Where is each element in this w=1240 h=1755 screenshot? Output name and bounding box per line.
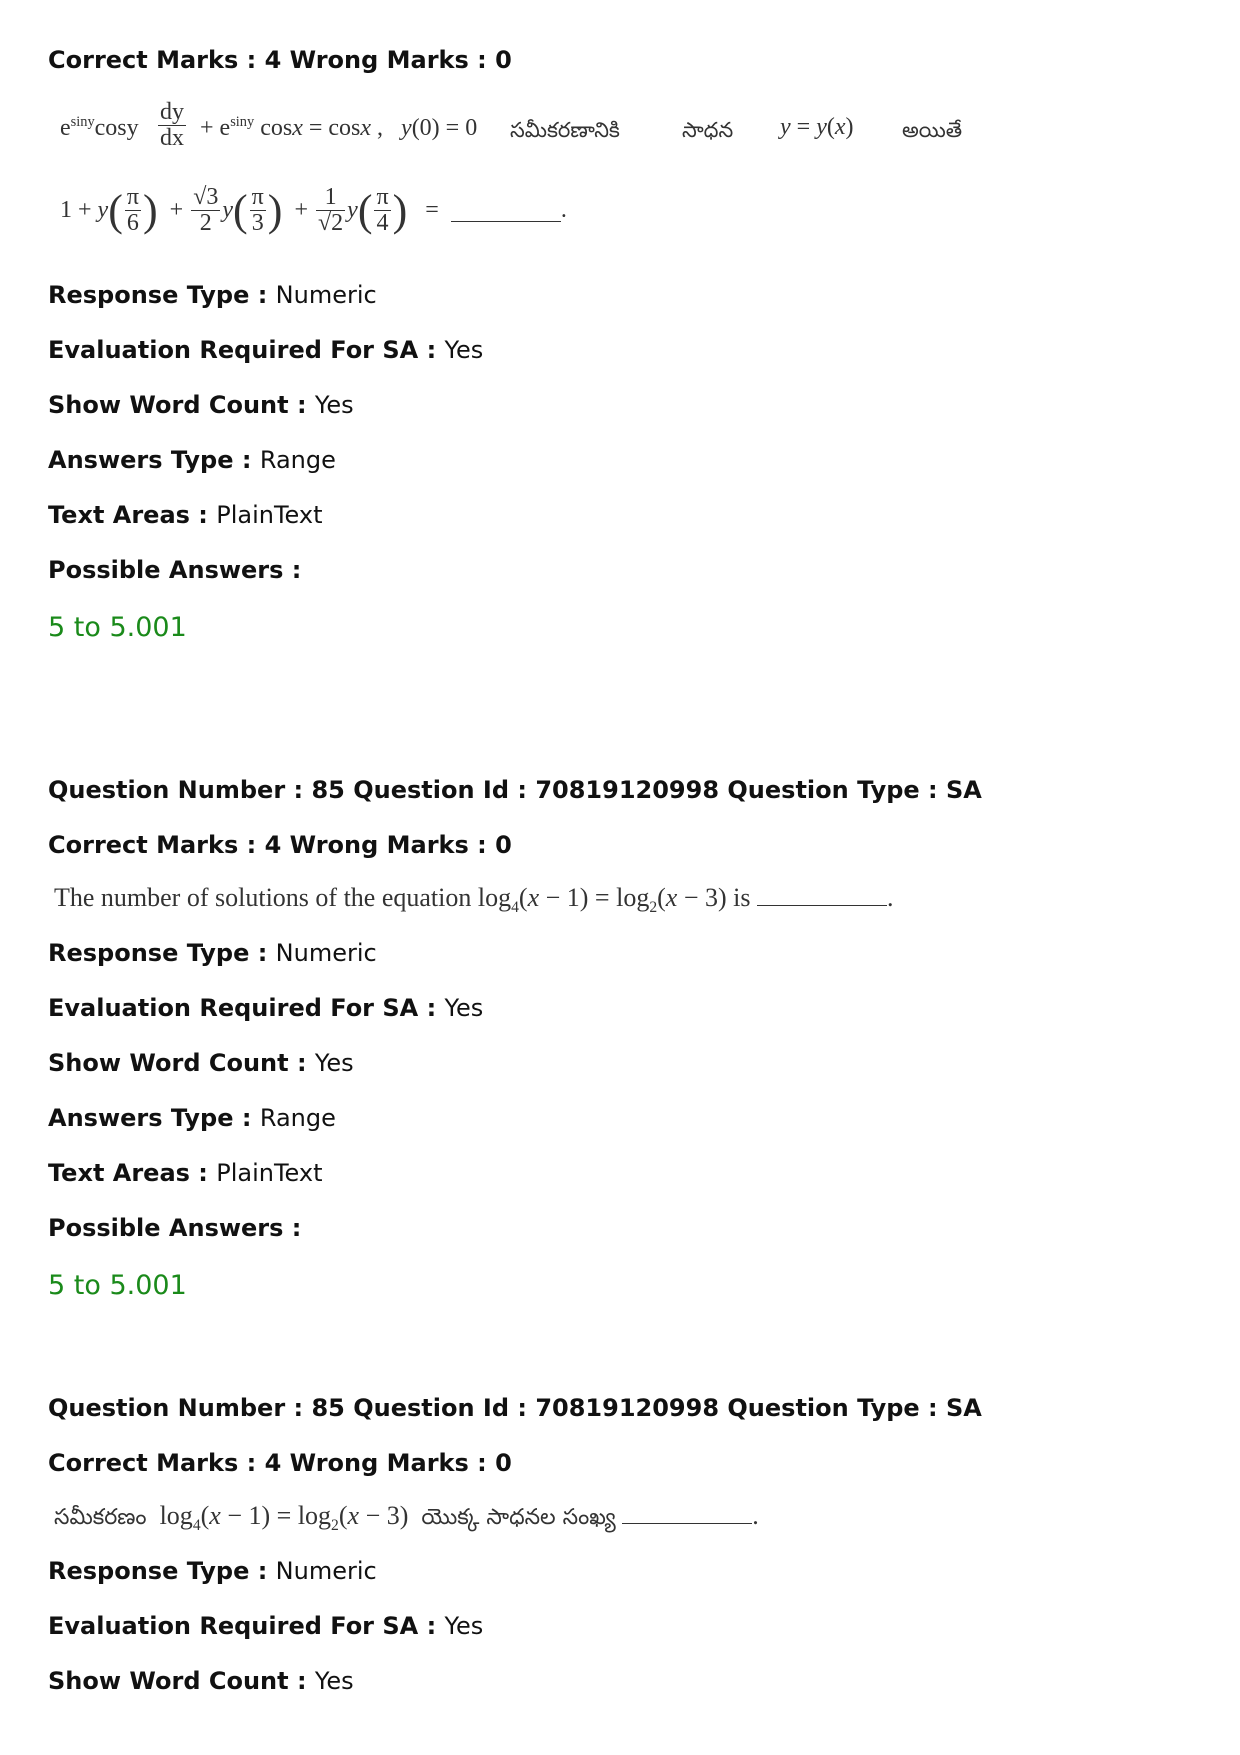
question-header — [48, 773, 982, 807]
wrong-marks-value: 0 — [495, 831, 512, 859]
text-areas-line — [48, 1156, 323, 1190]
answers-type-value: Range — [259, 446, 336, 474]
telugu-text: సమీకరణానికి — [510, 118, 620, 142]
text-areas-value: PlainText — [216, 1159, 323, 1187]
telugu-text: సాధన — [682, 118, 734, 142]
question-equation-line-2: 1 + y( $\frac{\pi}{6}$ ) + $\frac{√3}{2}$ y( $\frac{\pi}{3}$ ) + $\frac{1}{√2}$ y( $\frac{\pi}{4}$ ) = . — [60, 184, 567, 237]
evaluation-value: Yes — [444, 336, 484, 364]
response-type-label: Response Type : — [48, 939, 276, 967]
response-type-value: Numeric — [275, 939, 377, 967]
question-equation-line-1: $e^{siny}\cos y$ $\frac{dy}{dx}$ + $e^{siny}$ cosx = cosx , y(0) = 0 సమీకరణానికి సాధన y = y(x) అయితే — [60, 99, 963, 152]
question-number-label: Question Number : — [48, 1394, 312, 1422]
answers-type-value: Range — [259, 1104, 336, 1132]
correct-marks-label: Correct Marks : — [48, 46, 265, 74]
response-type-line — [48, 1554, 377, 1588]
possible-answer-value: 5 to 5.001 — [48, 612, 187, 643]
word-count-value: Yes — [314, 391, 354, 419]
evaluation-value: Yes — [444, 1612, 484, 1640]
text-areas-line — [48, 498, 323, 532]
question-text: The number of solutions of the equation $\log_4(x - 1) = \log_2(x - 3)$ is . — [54, 883, 894, 917]
evaluation-label: Evaluation Required For SA : — [48, 994, 445, 1022]
answers-type-label: Answers Type : — [48, 446, 260, 474]
question-text-suffix: is — [733, 883, 751, 912]
marks-line — [48, 828, 512, 862]
question-number-value: 85 — [311, 776, 345, 804]
word-count-label: Show Word Count : — [48, 1049, 315, 1077]
answers-type-line — [48, 1101, 336, 1135]
telugu-text: అయితే — [902, 118, 963, 142]
marks-line — [48, 43, 512, 77]
word-count-label: Show Word Count : — [48, 391, 315, 419]
question-type-label: Question Type : — [719, 1394, 946, 1422]
word-count-label: Show Word Count : — [48, 1667, 315, 1695]
word-count-value: Yes — [314, 1049, 354, 1077]
word-count-value: Yes — [314, 1667, 354, 1695]
possible-answers-label: Possible Answers : — [48, 556, 302, 584]
text-areas-label: Text Areas : — [48, 501, 217, 529]
evaluation-value: Yes — [444, 994, 484, 1022]
question-text: సమీకరణం $\log_4(x - 1) = \log_2(x - 3)$ యొక్క సాధనల సంఖ్య . — [54, 1501, 759, 1535]
telugu-question-middle: యొక్క సాధనల సంఖ్య — [421, 1505, 616, 1530]
response-type-value: Numeric — [275, 1557, 377, 1585]
telugu-question-prefix: సమీకరణం — [54, 1505, 147, 1530]
response-type-value: Numeric — [275, 281, 377, 309]
correct-marks-value: 4 — [264, 1449, 282, 1477]
response-type-line — [48, 936, 377, 970]
question-text-prefix: The number of solutions of the equation — [54, 883, 472, 912]
wrong-marks-value: 0 — [495, 1449, 512, 1477]
question-number-label: Question Number : — [48, 776, 312, 804]
text-areas-value: PlainText — [216, 501, 323, 529]
response-type-label: Response Type : — [48, 1557, 276, 1585]
text-areas-label: Text Areas : — [48, 1159, 217, 1187]
wrong-marks-value: 0 — [495, 46, 512, 74]
question-header — [48, 1391, 982, 1425]
evaluation-line — [48, 991, 483, 1025]
word-count-line — [48, 388, 354, 422]
question-id-label: Question Id : — [344, 1394, 536, 1422]
word-count-line — [48, 1046, 354, 1080]
question-id-label: Question Id : — [344, 776, 536, 804]
marks-line — [48, 1446, 512, 1480]
answers-type-line — [48, 443, 336, 477]
word-count-line — [48, 1664, 354, 1698]
wrong-marks-label: Wrong Marks : — [281, 831, 496, 859]
question-id-value: 70819120998 — [535, 1394, 720, 1422]
answers-type-label: Answers Type : — [48, 1104, 260, 1132]
response-type-label: Response Type : — [48, 281, 276, 309]
question-type-value: SA — [946, 776, 982, 804]
question-type-value: SA — [946, 1394, 982, 1422]
possible-answers-line — [48, 1211, 301, 1245]
question-type-label: Question Type : — [719, 776, 946, 804]
evaluation-label: Evaluation Required For SA : — [48, 336, 445, 364]
possible-answer-value: 5 to 5.001 — [48, 1270, 187, 1301]
correct-marks-value: 4 — [264, 46, 282, 74]
evaluation-line — [48, 333, 483, 367]
correct-marks-value: 4 — [264, 831, 282, 859]
question-number-value: 85 — [311, 1394, 345, 1422]
correct-marks-label: Correct Marks : — [48, 831, 265, 859]
possible-answers-line — [48, 553, 301, 587]
evaluation-label: Evaluation Required For SA : — [48, 1612, 445, 1640]
wrong-marks-label: Wrong Marks : — [281, 1449, 496, 1477]
correct-marks-label: Correct Marks : — [48, 1449, 265, 1477]
evaluation-line — [48, 1609, 483, 1643]
question-id-value: 70819120998 — [535, 776, 720, 804]
response-type-line — [48, 278, 377, 312]
possible-answers-label: Possible Answers : — [48, 1214, 302, 1242]
wrong-marks-label: Wrong Marks : — [281, 46, 496, 74]
